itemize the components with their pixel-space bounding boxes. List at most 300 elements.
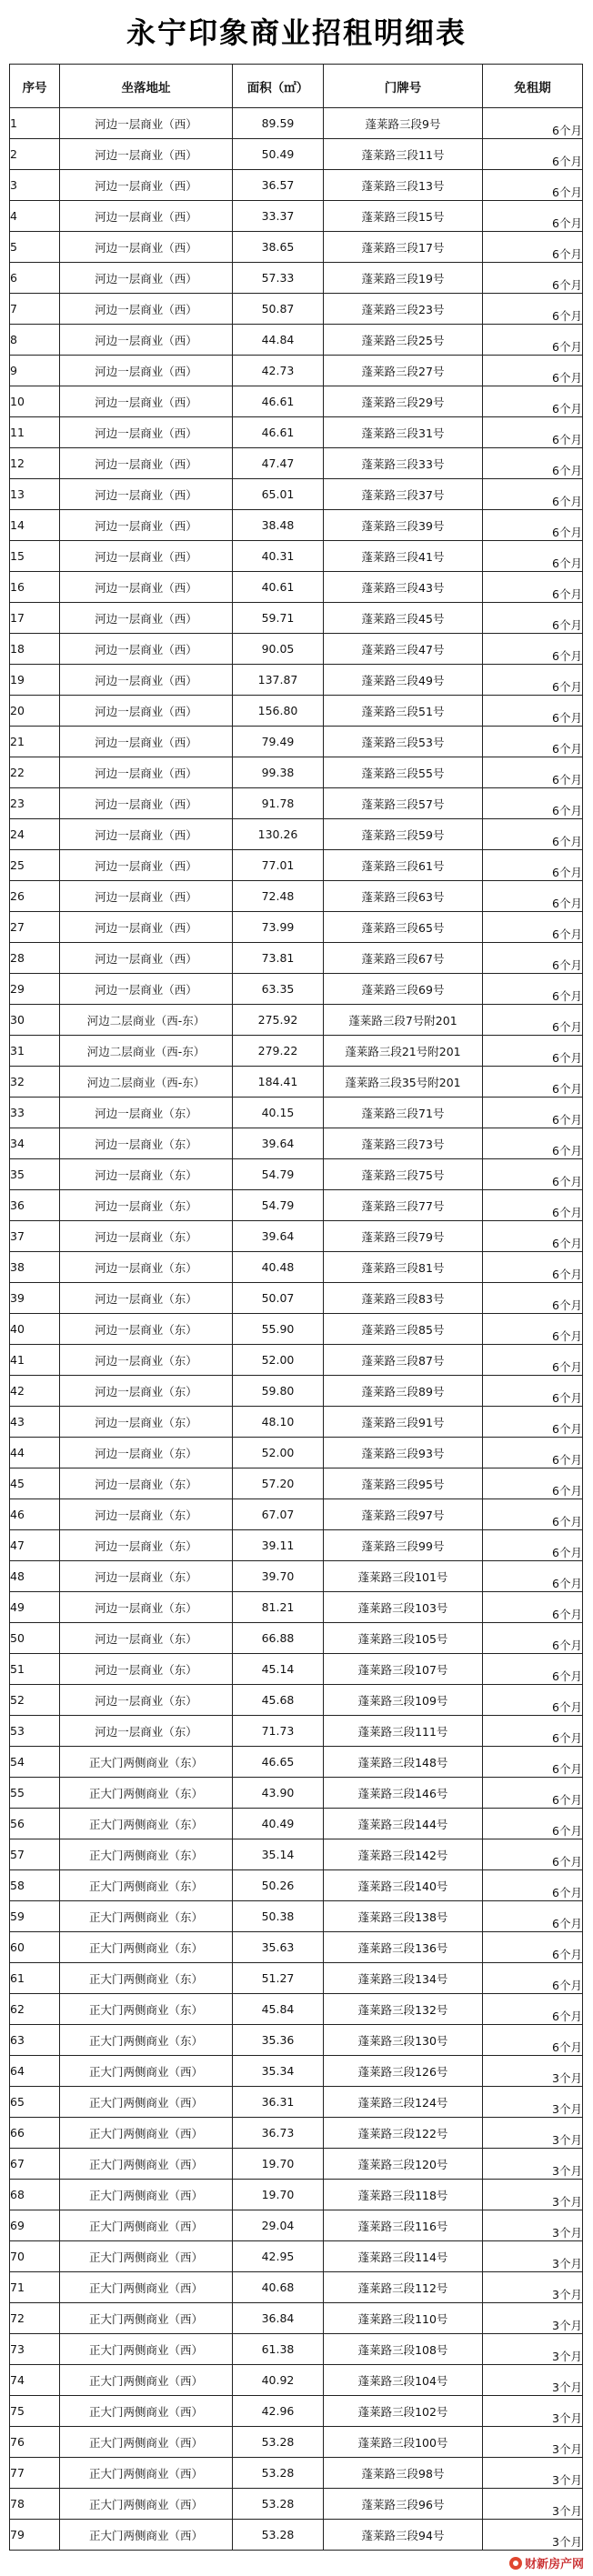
table-row <box>10 788 583 819</box>
cell-address: 河边一层商业（东） <box>60 1716 233 1747</box>
cell-door: 蓬莱路三段19号 <box>324 263 483 294</box>
cell-free-period: 6个月 <box>483 2025 583 2056</box>
table-row <box>10 1809 583 1839</box>
cell-no: 45 <box>10 1468 60 1499</box>
cell-door: 蓬莱路三段116号 <box>324 2210 483 2241</box>
cell-no: 70 <box>10 2241 60 2272</box>
cell-area: 52.00 <box>233 1345 324 1376</box>
cell-area: 42.95 <box>233 2241 324 2272</box>
cell-address: 河边一层商业（西） <box>60 479 233 510</box>
cell-no: 2 <box>10 139 60 170</box>
cell-no: 28 <box>10 943 60 974</box>
cell-free-period: 6个月 <box>483 263 583 294</box>
header-no: 序号 <box>10 65 60 108</box>
cell-no: 38 <box>10 1252 60 1283</box>
cell-free-period: 6个月 <box>483 386 583 417</box>
cell-free-period: 6个月 <box>483 665 583 696</box>
cell-address: 河边一层商业（东） <box>60 1252 233 1283</box>
cell-address: 正大门两侧商业（西） <box>60 2489 233 2520</box>
cell-no: 32 <box>10 1067 60 1098</box>
cell-area: 279.22 <box>233 1036 324 1067</box>
cell-no: 27 <box>10 912 60 943</box>
cell-free-period: 6个月 <box>483 1190 583 1221</box>
cell-no: 60 <box>10 1932 60 1963</box>
cell-area: 38.65 <box>233 232 324 263</box>
cell-door: 蓬莱路三段7号附201 <box>324 1005 483 1036</box>
cell-door: 蓬莱路三段43号 <box>324 572 483 603</box>
table-body <box>10 108 583 2551</box>
table-row <box>10 943 583 974</box>
table-row <box>10 2087 583 2118</box>
cell-address: 河边一层商业（西） <box>60 850 233 881</box>
cell-area: 19.70 <box>233 2149 324 2180</box>
cell-area: 35.63 <box>233 1932 324 1963</box>
cell-area: 36.57 <box>233 170 324 201</box>
cell-door: 蓬莱路三段140号 <box>324 1870 483 1901</box>
cell-area: 51.27 <box>233 1963 324 1994</box>
cell-address: 河边一层商业（东） <box>60 1314 233 1345</box>
cell-address: 河边一层商业（东） <box>60 1654 233 1685</box>
cell-area: 45.84 <box>233 1994 324 2025</box>
cell-area: 53.28 <box>233 2489 324 2520</box>
cell-address: 正大门两侧商业（东） <box>60 1994 233 2025</box>
cell-door: 蓬莱路三段104号 <box>324 2365 483 2396</box>
cell-door: 蓬莱路三段100号 <box>324 2427 483 2458</box>
cell-area: 40.61 <box>233 572 324 603</box>
cell-address: 河边一层商业（东） <box>60 1221 233 1252</box>
cell-no: 7 <box>10 294 60 325</box>
table-row <box>10 603 583 634</box>
cell-address: 河边一层商业（东） <box>60 1407 233 1438</box>
cell-area: 72.48 <box>233 881 324 912</box>
table-row <box>10 2025 583 2056</box>
cell-door: 蓬莱路三段120号 <box>324 2149 483 2180</box>
cell-address: 河边一层商业（西） <box>60 696 233 727</box>
cell-address: 河边一层商业（西） <box>60 108 233 139</box>
table-row <box>10 1438 583 1468</box>
table-row <box>10 1654 583 1685</box>
cell-address: 河边一层商业（西） <box>60 819 233 850</box>
cell-address: 正大门两侧商业（西） <box>60 2427 233 2458</box>
cell-door: 蓬莱路三段103号 <box>324 1592 483 1623</box>
cell-area: 40.49 <box>233 1809 324 1839</box>
cell-address: 正大门两侧商业（东） <box>60 1778 233 1809</box>
cell-address: 河边一层商业（西） <box>60 232 233 263</box>
cell-area: 53.28 <box>233 2458 324 2489</box>
table-row <box>10 356 583 386</box>
table-row <box>10 2489 583 2520</box>
table-row <box>10 2241 583 2272</box>
cell-no: 31 <box>10 1036 60 1067</box>
cell-door: 蓬莱路三段35号附201 <box>324 1067 483 1098</box>
cell-no: 33 <box>10 1098 60 1128</box>
table-row <box>10 2520 583 2551</box>
cell-door: 蓬莱路三段107号 <box>324 1654 483 1685</box>
cell-no: 43 <box>10 1407 60 1438</box>
cell-free-period: 6个月 <box>483 417 583 448</box>
cell-door: 蓬莱路三段17号 <box>324 232 483 263</box>
table-row <box>10 974 583 1005</box>
cell-free-period: 6个月 <box>483 788 583 819</box>
table-row <box>10 386 583 417</box>
cell-no: 57 <box>10 1839 60 1870</box>
cell-free-period: 6个月 <box>483 1376 583 1407</box>
site-logo-icon <box>509 2557 522 2570</box>
cell-no: 54 <box>10 1747 60 1778</box>
table-row <box>10 1901 583 1932</box>
cell-address: 正大门两侧商业（东） <box>60 1901 233 1932</box>
cell-door: 蓬莱路三段65号 <box>324 912 483 943</box>
cell-free-period: 6个月 <box>483 510 583 541</box>
cell-no: 14 <box>10 510 60 541</box>
cell-free-period: 6个月 <box>483 603 583 634</box>
cell-area: 99.38 <box>233 757 324 788</box>
cell-free-period: 6个月 <box>483 325 583 356</box>
table-row <box>10 2210 583 2241</box>
cell-door: 蓬莱路三段96号 <box>324 2489 483 2520</box>
cell-free-period: 3个月 <box>483 2180 583 2210</box>
cell-area: 61.38 <box>233 2334 324 2365</box>
cell-free-period: 3个月 <box>483 2489 583 2520</box>
table-row <box>10 1005 583 1036</box>
cell-area: 35.36 <box>233 2025 324 2056</box>
cell-door: 蓬莱路三段21号附201 <box>324 1036 483 1067</box>
cell-area: 50.87 <box>233 294 324 325</box>
cell-no: 24 <box>10 819 60 850</box>
cell-no: 46 <box>10 1499 60 1530</box>
table-row <box>10 2272 583 2303</box>
cell-free-period: 6个月 <box>483 1407 583 1438</box>
cell-door: 蓬莱路三段93号 <box>324 1438 483 1468</box>
table-row <box>10 263 583 294</box>
cell-no: 25 <box>10 850 60 881</box>
cell-free-period: 6个月 <box>483 1252 583 1283</box>
header-area: 面积（㎡） <box>233 65 324 108</box>
cell-area: 46.61 <box>233 386 324 417</box>
cell-no: 79 <box>10 2520 60 2551</box>
cell-area: 50.07 <box>233 1283 324 1314</box>
cell-no: 30 <box>10 1005 60 1036</box>
cell-door: 蓬莱路三段37号 <box>324 479 483 510</box>
cell-door: 蓬莱路三段63号 <box>324 881 483 912</box>
table-row <box>10 1036 583 1067</box>
cell-free-period: 6个月 <box>483 1901 583 1932</box>
table-row <box>10 1623 583 1654</box>
cell-area: 53.28 <box>233 2520 324 2551</box>
cell-area: 43.90 <box>233 1778 324 1809</box>
cell-no: 64 <box>10 2056 60 2087</box>
cell-area: 42.96 <box>233 2396 324 2427</box>
cell-door: 蓬莱路三段111号 <box>324 1716 483 1747</box>
cell-door: 蓬莱路三段102号 <box>324 2396 483 2427</box>
cell-address: 河边一层商业（西） <box>60 572 233 603</box>
cell-address: 河边一层商业（西） <box>60 201 233 232</box>
cell-area: 40.31 <box>233 541 324 572</box>
cell-area: 33.37 <box>233 201 324 232</box>
cell-address: 河边一层商业（东） <box>60 1592 233 1623</box>
cell-no: 5 <box>10 232 60 263</box>
cell-free-period: 3个月 <box>483 2272 583 2303</box>
cell-address: 河边一层商业（西） <box>60 634 233 665</box>
cell-address: 正大门两侧商业（东） <box>60 1747 233 1778</box>
cell-no: 77 <box>10 2458 60 2489</box>
cell-address: 河边一层商业（西） <box>60 263 233 294</box>
cell-free-period: 6个月 <box>483 1221 583 1252</box>
cell-door: 蓬莱路三段144号 <box>324 1809 483 1839</box>
cell-free-period: 6个月 <box>483 479 583 510</box>
table-row <box>10 2365 583 2396</box>
cell-no: 1 <box>10 108 60 139</box>
table-row <box>10 1839 583 1870</box>
cell-area: 81.21 <box>233 1592 324 1623</box>
cell-address: 正大门两侧商业（东） <box>60 1932 233 1963</box>
cell-no: 69 <box>10 2210 60 2241</box>
page-title: 永宁印象商业招租明细表 <box>126 15 467 50</box>
cell-area: 36.73 <box>233 2118 324 2149</box>
cell-free-period: 6个月 <box>483 1005 583 1036</box>
cell-no: 9 <box>10 356 60 386</box>
cell-address: 正大门两侧商业（西） <box>60 2365 233 2396</box>
table-row <box>10 294 583 325</box>
cell-address: 正大门两侧商业（西） <box>60 2396 233 2427</box>
table-row <box>10 727 583 757</box>
cell-door: 蓬莱路三段91号 <box>324 1407 483 1438</box>
cell-no: 58 <box>10 1870 60 1901</box>
cell-area: 79.49 <box>233 727 324 757</box>
cell-no: 4 <box>10 201 60 232</box>
cell-area: 275.92 <box>233 1005 324 1036</box>
cell-area: 52.00 <box>233 1438 324 1468</box>
table-row <box>10 572 583 603</box>
cell-area: 39.11 <box>233 1530 324 1561</box>
cell-free-period: 6个月 <box>483 1932 583 1963</box>
cell-area: 46.65 <box>233 1747 324 1778</box>
cell-free-period: 6个月 <box>483 1994 583 2025</box>
cell-address: 正大门两侧商业（东） <box>60 1963 233 1994</box>
cell-free-period: 6个月 <box>483 1747 583 1778</box>
cell-door: 蓬莱路三段136号 <box>324 1932 483 1963</box>
cell-area: 40.48 <box>233 1252 324 1283</box>
cell-no: 36 <box>10 1190 60 1221</box>
cell-free-period: 6个月 <box>483 139 583 170</box>
cell-door: 蓬莱路三段61号 <box>324 850 483 881</box>
cell-no: 23 <box>10 788 60 819</box>
cell-area: 35.14 <box>233 1839 324 1870</box>
cell-address: 河边一层商业（东） <box>60 1283 233 1314</box>
cell-address: 河边二层商业（西-东） <box>60 1005 233 1036</box>
cell-area: 54.79 <box>233 1159 324 1190</box>
table-row <box>10 139 583 170</box>
cell-door: 蓬莱路三段89号 <box>324 1376 483 1407</box>
header-address: 坐落地址 <box>60 65 233 108</box>
cell-address: 正大门两侧商业（西） <box>60 2180 233 2210</box>
cell-door: 蓬莱路三段25号 <box>324 325 483 356</box>
cell-free-period: 3个月 <box>483 2427 583 2458</box>
cell-no: 67 <box>10 2149 60 2180</box>
cell-free-period: 3个月 <box>483 2118 583 2149</box>
cell-free-period: 6个月 <box>483 572 583 603</box>
cell-address: 河边一层商业（西） <box>60 510 233 541</box>
cell-door: 蓬莱路三段132号 <box>324 1994 483 2025</box>
cell-area: 42.73 <box>233 356 324 386</box>
cell-address: 河边一层商业（东） <box>60 1128 233 1159</box>
cell-no: 6 <box>10 263 60 294</box>
cell-address: 河边一层商业（西） <box>60 541 233 572</box>
table-row <box>10 201 583 232</box>
cell-no: 12 <box>10 448 60 479</box>
cell-free-period: 6个月 <box>483 1839 583 1870</box>
cell-area: 40.15 <box>233 1098 324 1128</box>
cell-no: 55 <box>10 1778 60 1809</box>
watermark-text: 财新房产网 <box>524 2558 584 2571</box>
cell-area: 91.78 <box>233 788 324 819</box>
cell-no: 40 <box>10 1314 60 1345</box>
cell-no: 3 <box>10 170 60 201</box>
cell-area: 73.99 <box>233 912 324 943</box>
cell-area: 35.34 <box>233 2056 324 2087</box>
table-row <box>10 510 583 541</box>
rental-table <box>9 64 583 2551</box>
cell-door: 蓬莱路三段110号 <box>324 2303 483 2334</box>
table-row <box>10 1283 583 1314</box>
cell-door: 蓬莱路三段138号 <box>324 1901 483 1932</box>
cell-no: 48 <box>10 1561 60 1592</box>
cell-door: 蓬莱路三段101号 <box>324 1561 483 1592</box>
cell-free-period: 3个月 <box>483 2396 583 2427</box>
table-row <box>10 1098 583 1128</box>
cell-free-period: 6个月 <box>483 1809 583 1839</box>
table-row <box>10 2303 583 2334</box>
cell-door: 蓬莱路三段59号 <box>324 819 483 850</box>
cell-no: 20 <box>10 696 60 727</box>
header-door: 门牌号 <box>324 65 483 108</box>
table-row <box>10 2118 583 2149</box>
table-row <box>10 1530 583 1561</box>
cell-no: 13 <box>10 479 60 510</box>
cell-door: 蓬莱路三段39号 <box>324 510 483 541</box>
cell-address: 河边一层商业（西） <box>60 170 233 201</box>
cell-address: 河边一层商业（东） <box>60 1345 233 1376</box>
cell-free-period: 3个月 <box>483 2303 583 2334</box>
cell-free-period: 3个月 <box>483 2458 583 2489</box>
cell-door: 蓬莱路三段87号 <box>324 1345 483 1376</box>
cell-address: 河边二层商业（西-东） <box>60 1067 233 1098</box>
cell-area: 77.01 <box>233 850 324 881</box>
cell-no: 71 <box>10 2272 60 2303</box>
cell-no: 47 <box>10 1530 60 1561</box>
cell-area: 39.64 <box>233 1221 324 1252</box>
cell-address: 河边一层商业（西） <box>60 448 233 479</box>
cell-area: 57.20 <box>233 1468 324 1499</box>
cell-free-period: 6个月 <box>483 819 583 850</box>
cell-door: 蓬莱路三段67号 <box>324 943 483 974</box>
cell-no: 62 <box>10 1994 60 2025</box>
cell-address: 正大门两侧商业（西） <box>60 2272 233 2303</box>
cell-address: 河边一层商业（西） <box>60 139 233 170</box>
cell-free-period: 6个月 <box>483 1438 583 1468</box>
table-row <box>10 665 583 696</box>
cell-free-period: 3个月 <box>483 2087 583 2118</box>
table-row <box>10 2149 583 2180</box>
table-row <box>10 1128 583 1159</box>
cell-no: 26 <box>10 881 60 912</box>
cell-door: 蓬莱路三段126号 <box>324 2056 483 2087</box>
cell-address: 正大门两侧商业（西） <box>60 2334 233 2365</box>
table-row <box>10 1994 583 2025</box>
table-row <box>10 2458 583 2489</box>
cell-free-period: 3个月 <box>483 2365 583 2396</box>
header-free-period: 免租期 <box>483 65 583 108</box>
table-row <box>10 1376 583 1407</box>
cell-address: 正大门两侧商业（东） <box>60 1809 233 1839</box>
cell-free-period: 6个月 <box>483 1870 583 1901</box>
cell-address: 正大门两侧商业（西） <box>60 2149 233 2180</box>
cell-address: 正大门两侧商业（西） <box>60 2056 233 2087</box>
cell-door: 蓬莱路三段33号 <box>324 448 483 479</box>
table-row <box>10 1221 583 1252</box>
cell-area: 156.80 <box>233 696 324 727</box>
cell-area: 19.70 <box>233 2180 324 2210</box>
cell-free-period: 6个月 <box>483 448 583 479</box>
cell-free-period: 6个月 <box>483 1314 583 1345</box>
cell-address: 正大门两侧商业（西） <box>60 2303 233 2334</box>
cell-no: 50 <box>10 1623 60 1654</box>
cell-address: 河边一层商业（东） <box>60 1376 233 1407</box>
cell-free-period: 6个月 <box>483 1499 583 1530</box>
cell-free-period: 6个月 <box>483 1098 583 1128</box>
cell-door: 蓬莱路三段146号 <box>324 1778 483 1809</box>
cell-area: 65.01 <box>233 479 324 510</box>
cell-door: 蓬莱路三段83号 <box>324 1283 483 1314</box>
cell-free-period: 6个月 <box>483 727 583 757</box>
cell-address: 河边一层商业（东） <box>60 1530 233 1561</box>
cell-area: 59.80 <box>233 1376 324 1407</box>
cell-door: 蓬莱路三段69号 <box>324 974 483 1005</box>
table-row <box>10 448 583 479</box>
cell-no: 61 <box>10 1963 60 1994</box>
cell-address: 河边一层商业（东） <box>60 1190 233 1221</box>
table-row <box>10 1870 583 1901</box>
cell-free-period: 6个月 <box>483 1716 583 1747</box>
cell-address: 河边一层商业（东） <box>60 1438 233 1468</box>
cell-no: 16 <box>10 572 60 603</box>
site-watermark <box>506 2553 588 2572</box>
table-row <box>10 1345 583 1376</box>
cell-area: 90.05 <box>233 634 324 665</box>
cell-free-period: 6个月 <box>483 1592 583 1623</box>
cell-no: 49 <box>10 1592 60 1623</box>
cell-free-period: 6个月 <box>483 541 583 572</box>
cell-area: 50.38 <box>233 1901 324 1932</box>
cell-door: 蓬莱路三段124号 <box>324 2087 483 2118</box>
cell-free-period: 3个月 <box>483 2241 583 2272</box>
cell-area: 54.79 <box>233 1190 324 1221</box>
cell-no: 56 <box>10 1809 60 1839</box>
cell-door: 蓬莱路三段77号 <box>324 1190 483 1221</box>
cell-free-period: 3个月 <box>483 2056 583 2087</box>
cell-door: 蓬莱路三段47号 <box>324 634 483 665</box>
cell-area: 57.33 <box>233 263 324 294</box>
cell-address: 正大门两侧商业（西） <box>60 2087 233 2118</box>
cell-area: 40.92 <box>233 2365 324 2396</box>
table-row <box>10 2334 583 2365</box>
cell-address: 河边一层商业（西） <box>60 757 233 788</box>
cell-address: 正大门两侧商业（东） <box>60 1870 233 1901</box>
table-row <box>10 850 583 881</box>
cell-no: 8 <box>10 325 60 356</box>
cell-door: 蓬莱路三段27号 <box>324 356 483 386</box>
cell-no: 74 <box>10 2365 60 2396</box>
